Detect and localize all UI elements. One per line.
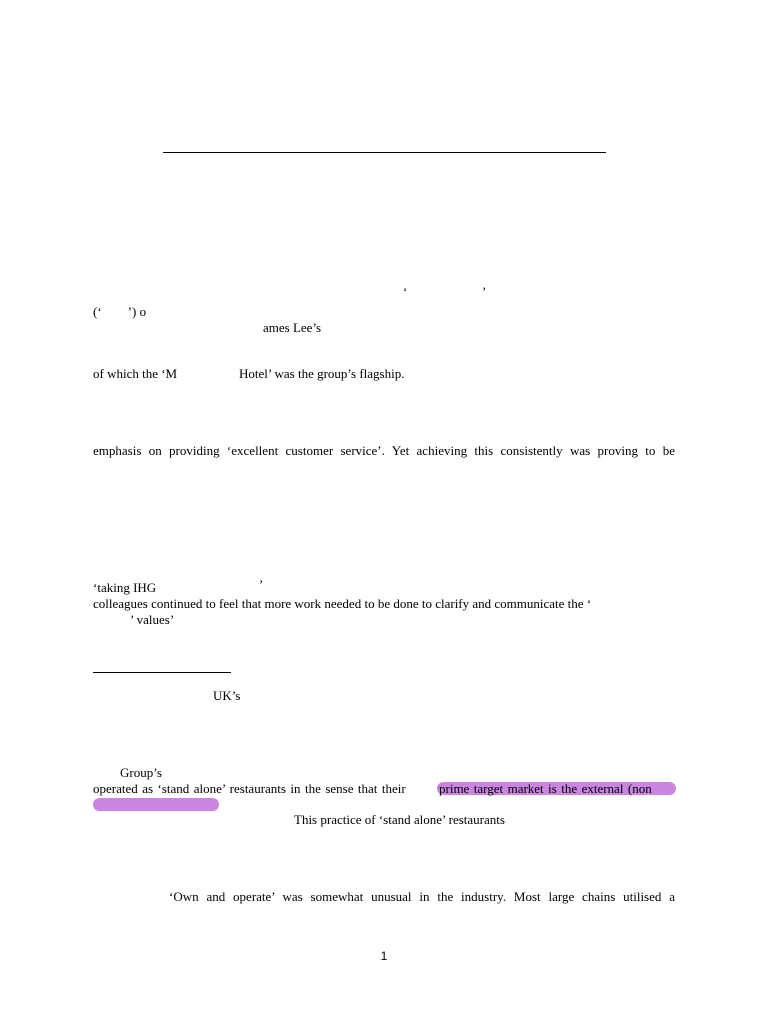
text-own-operate-line: ‘Own and operate’ was somewhat unusual in the industry. Most large chains utilised a	[169, 889, 675, 904]
text-paren-quote: (‘ ’) o	[93, 304, 147, 319]
text-uks: UK’s	[213, 688, 241, 703]
text-values: ’ values’	[130, 612, 175, 627]
text-flagship-a: of which the ‘M	[93, 366, 178, 381]
text-quote-open: ‘	[403, 284, 408, 299]
text-ames-lees: ames Lee’s	[263, 320, 322, 335]
page-number: 1	[380, 949, 388, 963]
text-stand-alone-practice: This practice of ‘stand alone’ restaurants	[294, 812, 505, 827]
text-taking-ihg: ‘taking IHG	[93, 580, 157, 595]
text-emphasis-line: emphasis on providing ‘excellent customer service’. Yet achieving this consistently was proving to be	[93, 443, 675, 458]
text-taking-close: ’	[259, 577, 264, 592]
title-rule	[163, 152, 606, 153]
text-operated-a: operated as ‘stand alone’ restaurants in the sense that their	[93, 781, 406, 796]
text-operated-b: prime target market is the external (non	[439, 781, 652, 796]
footnote-rule	[93, 672, 231, 673]
text-quote-close: ’	[482, 284, 487, 299]
text-flagship-b: Hotel’ was the group’s flagship.	[239, 366, 405, 381]
text-colleagues-line: colleagues continued to feel that more work needed to be done to clarify and communicate the ‘	[93, 596, 592, 611]
text-groups: Group’s	[120, 765, 162, 780]
highlight-continuation	[93, 798, 219, 811]
